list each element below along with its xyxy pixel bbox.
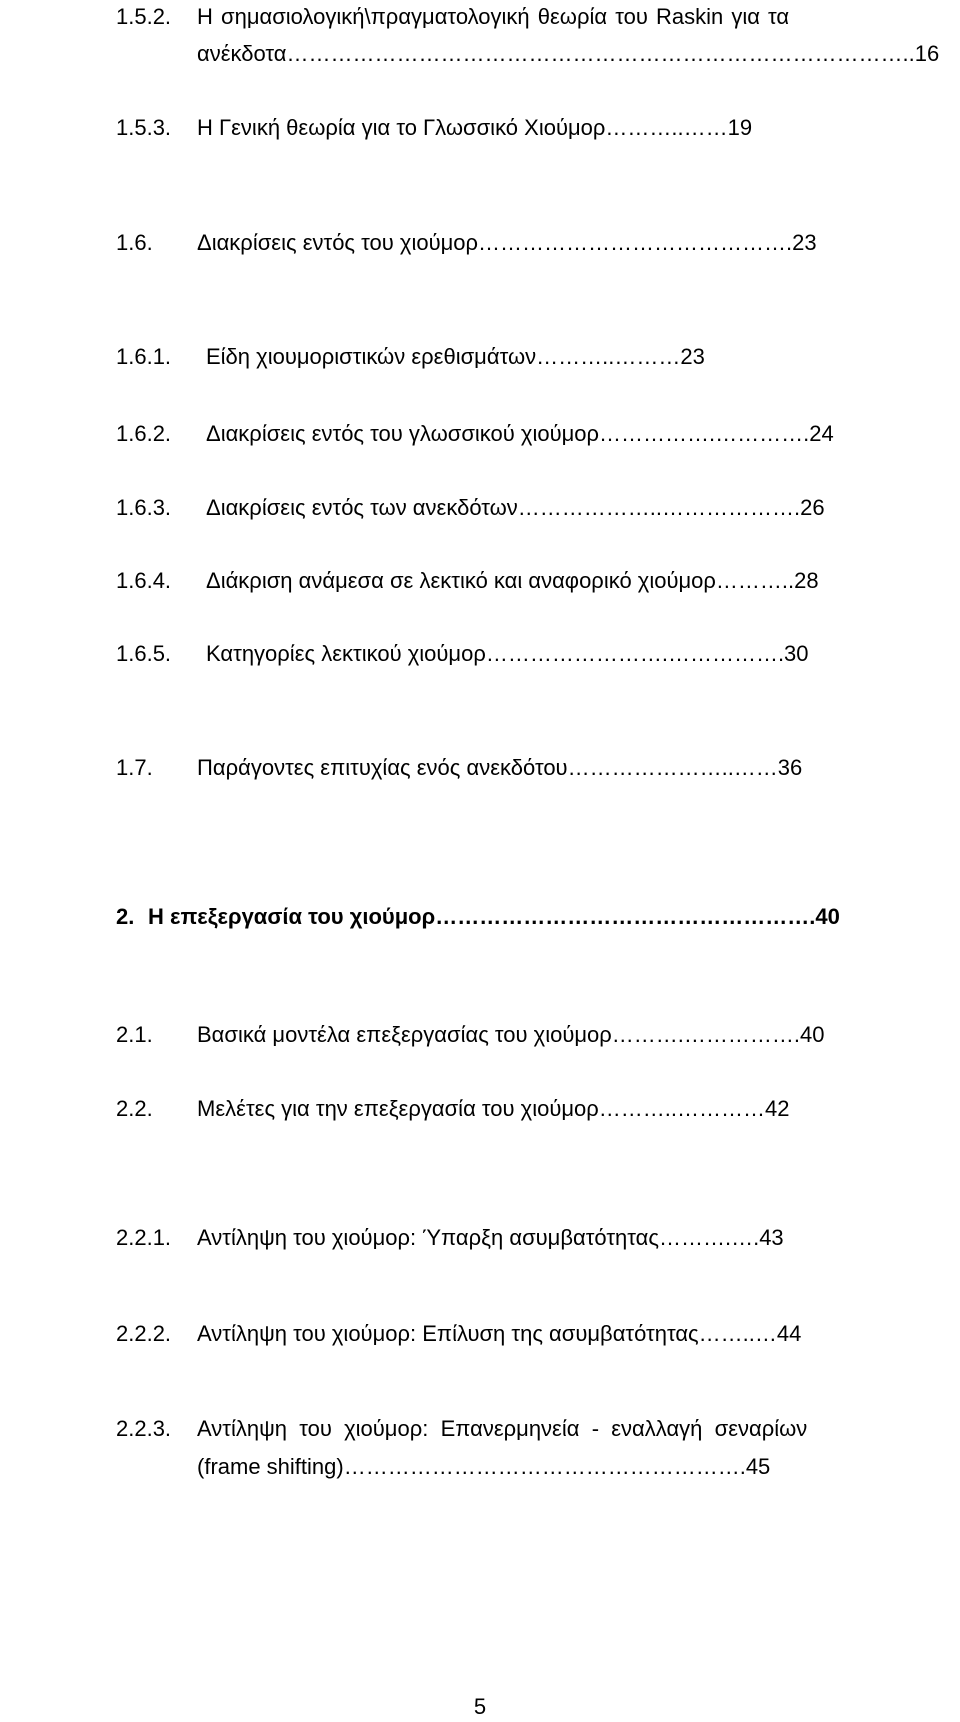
toc-entry-title: Αντίληψη του χιούμορ: Επανερμηνεία - εναλλαγή σεναρίων (197, 1416, 808, 1441)
toc-entry-number: 2.2. (116, 1096, 153, 1121)
toc-entry-number: 1.6.1. (116, 344, 172, 369)
toc-entry-number: 1.6.4. (116, 568, 172, 593)
toc-entry-title: Μελέτες για την επεξεργασία του χιούμορ………..…………42 (197, 1096, 790, 1121)
toc-entry-number: 1.6. (116, 230, 153, 255)
toc-entry-number: 1.7. (116, 755, 153, 780)
toc-entry-title: Αντίληψη του χιούμορ: Επίλυση της ασυμβατότητας……..…44 (197, 1321, 802, 1346)
toc-entry-title: Διακρίσεις εντός του γλωσσικού χιούμορ…………….………….24 (206, 421, 834, 446)
toc-entry-number: 2. (116, 904, 135, 929)
toc-entry-title: Αντίληψη του χιούμορ: Ύπαρξη ασυμβατότητας……….….43 (197, 1225, 784, 1250)
toc-entry-title: Η επεξεργασία του χιούμορ…………………………………………….40 (148, 904, 840, 929)
toc-entry-number: 1.6.5. (116, 641, 172, 666)
page-number: 5 (473, 1694, 487, 1719)
toc-entry-title: Παράγοντες επιτυχίας ενός ανεκδότου…………………..……36 (197, 755, 803, 780)
toc-entry-title: Βασικά μοντέλα επεξεργασίας του χιούμορ……….…………….40 (197, 1022, 825, 1047)
toc-entry-title: Διάκριση ανάμεσα σε λεκτικό και αναφορικό χιούμορ………..28 (206, 568, 819, 593)
toc-entry-number: 1.6.3. (116, 495, 172, 520)
toc-entry-title: Κατηγορίες λεκτικού χιούμορ…………………….…………….30 (206, 641, 809, 666)
toc-entry-number: 1.5.3. (116, 115, 172, 140)
toc-entry-number: 2.2.3. (116, 1416, 172, 1441)
toc-entry-number: 2.2.1. (116, 1225, 172, 1250)
toc-entry-number: 1.5.2. (116, 4, 172, 29)
toc-entry-title-continued: ανέκδοτα…………………………………………………………………………..16 (197, 41, 940, 66)
toc-entry-title: Είδη χιουμοριστικών ερεθισμάτων………..………23 (206, 344, 705, 369)
toc-entry-number: 1.6.2. (116, 421, 172, 446)
toc-entry-number: 2.2.2. (116, 1321, 172, 1346)
toc-entry-title: Διακρίσεις εντός του χιούμορ…………………………………….23 (197, 230, 817, 255)
toc-entry-title: Η Γενική θεωρία για το Γλωσσικό Χιούμορ………..……19 (197, 115, 753, 140)
toc-entry-title: Διακρίσεις εντός των ανεκδότων………………..……………….26 (206, 495, 825, 520)
toc-entry-number: 2.1. (116, 1022, 153, 1047)
toc-entry-title: Η σημασιολογική\πραγματολογική θεωρία του Raskin για τα (197, 4, 790, 29)
toc-entry-title-continued: (frame shifting)……………………………………………….45 (197, 1454, 771, 1479)
